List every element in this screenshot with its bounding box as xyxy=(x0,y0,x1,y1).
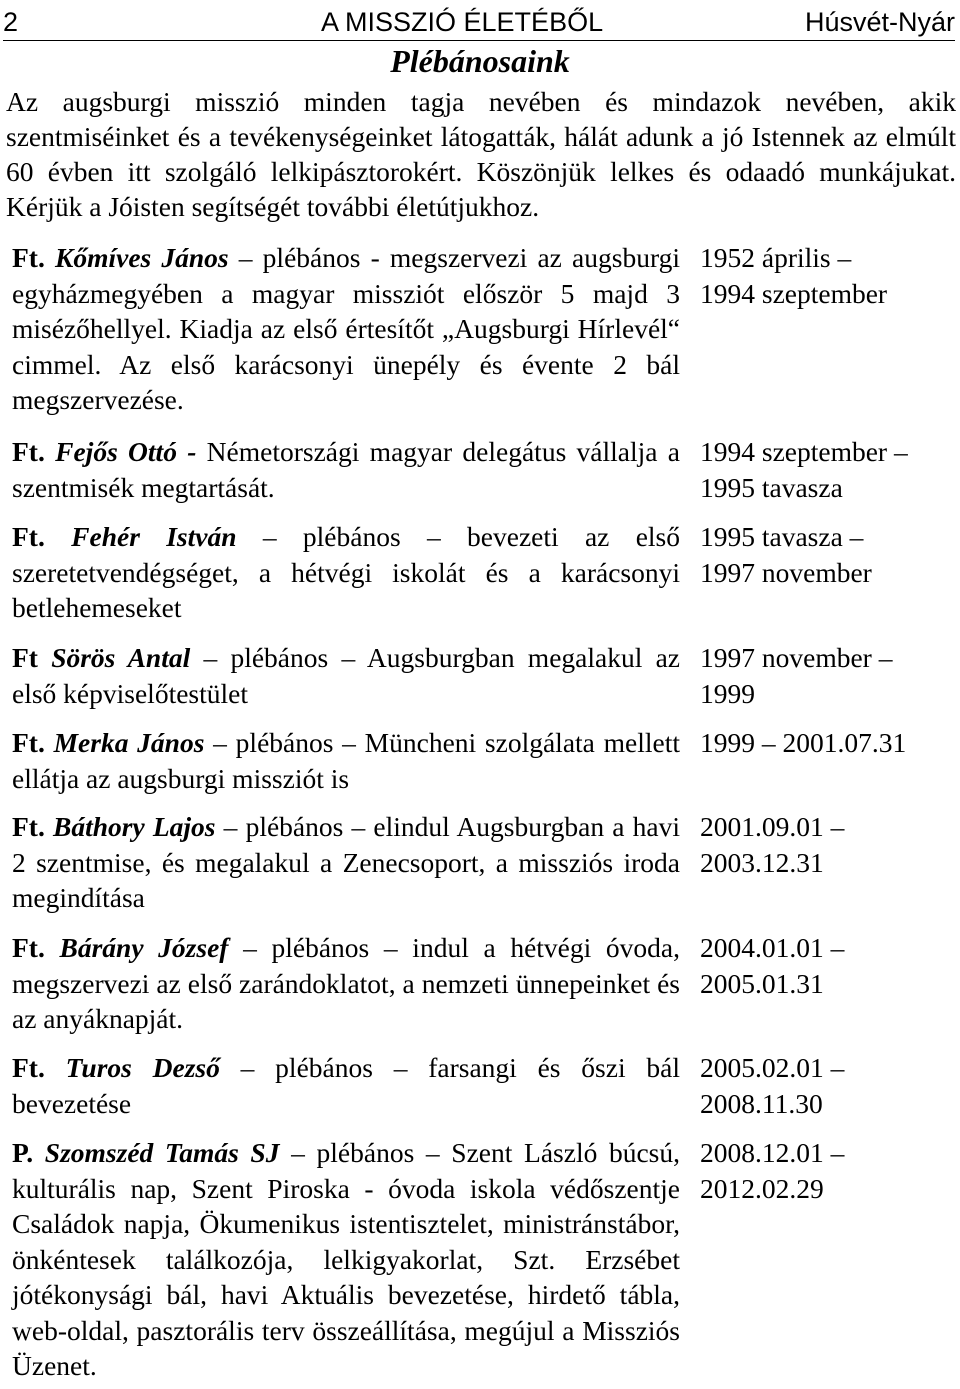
period-start: 2005.02.01 – xyxy=(700,1052,845,1083)
pastor-title: Ft. xyxy=(12,242,55,273)
pastor-description: – plébános – farsangi és őszi bál bevezetése xyxy=(12,1052,680,1119)
period-start: 1997 november – xyxy=(700,642,893,673)
pastor-title: Ft. xyxy=(12,727,54,758)
pastor-entry xyxy=(12,640,680,711)
period-end: 2005.01.31 xyxy=(700,967,824,999)
service-period xyxy=(700,1050,955,1121)
pastor-description: Németországi magyar delegátus vállalja a szentmisék megtartását. xyxy=(12,436,680,503)
pastor-description: – plébános – bevezeti az első szeretetvendégséget, a hétvégi iskolát és a karácsonyi betlehemeseket xyxy=(12,521,680,623)
pastor-title: Ft. xyxy=(12,932,60,963)
period-start: 1994 szeptember – xyxy=(700,436,908,467)
pastor-description: – plébános – Müncheni szolgálata mellett ellátja az augsburgi missziót is xyxy=(12,727,680,794)
pastor-entry xyxy=(12,930,680,1037)
pastor-title: Ft. xyxy=(12,521,72,552)
period-start: 1995 tavasza – xyxy=(700,521,864,552)
pastor-entry xyxy=(12,725,680,796)
pastor-name: Fehér István xyxy=(71,521,237,552)
page-number: 2 xyxy=(3,7,19,37)
pastor-entry xyxy=(12,809,680,916)
period-end: 1997 november xyxy=(700,556,872,588)
intro-paragraph: Az augsburgi misszió minden tagja nevében és mindazok nevében, akik szentmiséinket és a tevékenységeinket látogatták, hálát adunk a jó Istennek az elmúlt 60 évben itt szolgáló lelkipásztorokért. Köszönjük lelkes és odaadó munkájukat. Kérjük a Jóisten segítségét további életútjukhoz. xyxy=(6,86,956,222)
period-start: 1952 április – xyxy=(700,242,852,273)
period-start: 2004.01.01 – xyxy=(700,932,845,963)
service-period xyxy=(700,930,955,1001)
pastor-name: Bárány József xyxy=(59,932,229,963)
service-period xyxy=(700,640,955,711)
period-end: 2003.12.31 xyxy=(700,846,824,878)
pastor-title: Ft. xyxy=(12,811,53,842)
service-period xyxy=(700,809,955,880)
pastor-title: P. xyxy=(12,1137,45,1168)
pastor-entry xyxy=(12,434,680,505)
pastor-description: – plébános – Augsburgban megalakul az első képviselőtestület xyxy=(12,642,680,709)
period-end: 2012.02.29 xyxy=(700,1172,824,1204)
service-period xyxy=(700,240,955,311)
pastor-description: – plébános – indul a hétvégi óvoda, megszervezi az első zarándoklatot, a nemzeti ünnepeinket és az anyáknapját. xyxy=(12,932,680,1034)
period-end: 1995 tavasza xyxy=(700,471,843,503)
pastor-name: Fejős Ottó - xyxy=(55,436,197,467)
pastor-entry xyxy=(12,240,680,418)
pastor-name: Merka János xyxy=(53,727,205,758)
pastor-title: Ft xyxy=(12,642,52,673)
pastor-description: – plébános – elindul Augsburgban a havi 2 szentmise, és megalakul a Zenecsoport, a missziós iroda megindítása xyxy=(12,811,680,913)
pastor-entry xyxy=(12,519,680,626)
pastor-title: Ft. xyxy=(12,436,56,467)
issue-season: Húsvét-Nyár xyxy=(804,7,955,37)
period-start: 2001.09.01 – xyxy=(700,811,845,842)
pastor-name: Sörös Antal xyxy=(51,642,191,673)
pastor-description: – plébános - megszervezi az augsburgi egyházmegyében a magyar missziót először 5 majd 3 misézőhellyel. Kiadja az első értesítőt „Augsburgi Hírlevél“ cimmel. Az első karácsonyi ünepély és évente 2 bál megszervezése. xyxy=(12,242,680,415)
running-header xyxy=(3,4,955,41)
page-title: Plébánosaink xyxy=(390,43,570,79)
pastor-entry xyxy=(12,1050,680,1121)
period-start: 1999 – 2001.07.31 xyxy=(700,727,907,758)
service-period xyxy=(700,1135,955,1206)
pastor-name: Kőmíves János xyxy=(54,242,229,273)
service-period xyxy=(700,519,955,590)
pastor-name: Báthory Lajos xyxy=(53,811,216,842)
service-period xyxy=(700,725,955,761)
pastor-name: Turos Dezső xyxy=(65,1052,220,1083)
period-end: 2008.11.30 xyxy=(700,1087,823,1119)
section-title: A MISSZIÓ ÉLETÉBŐL xyxy=(321,7,604,37)
pastor-name: Szomszéd Tamás SJ xyxy=(44,1137,280,1168)
period-end: 1999 xyxy=(700,677,755,709)
pastor-title: Ft. xyxy=(12,1052,66,1083)
pastor-entry xyxy=(12,1135,680,1384)
period-start: 2008.12.01 – xyxy=(700,1137,845,1168)
service-period xyxy=(700,434,955,505)
pastor-description: – plébános – Szent László búcsú, kulturális nap, Szent Piroska - óvoda iskola védőszentje Családok napja, Ökumenikus istentisztelet, ministránstábor, önkéntesek találkozója, lelkigyakorlat, Szt. Erzsébet jótékonysági bál, havi Aktuális bevezetése, hirdető tábla, web-oldal, pasztorális terv összeállítása, megújul a Missziós Üzenet. xyxy=(12,1137,681,1381)
period-end: 1994 szeptember xyxy=(700,277,888,309)
